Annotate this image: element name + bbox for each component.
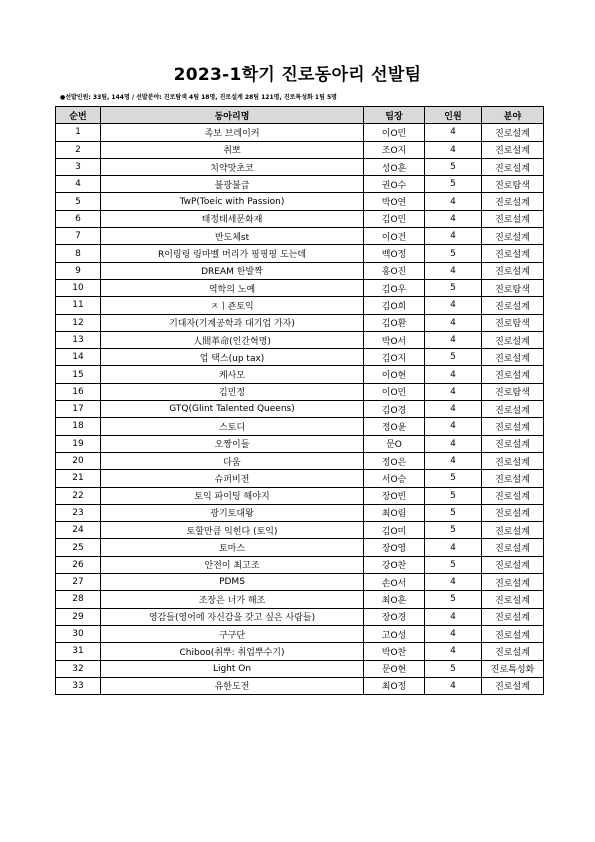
cell-leader: 백O정 — [364, 245, 425, 262]
cell-field: 진로설계 — [482, 435, 544, 452]
cell-club-name: 반도체st — [101, 228, 364, 245]
table-row — [56, 522, 544, 539]
table-row — [56, 487, 544, 504]
page-title: 2023-1학기 진로동아리 선발팀 — [173, 65, 422, 85]
cell-number: 14 — [56, 349, 101, 366]
cell-members: 5 — [425, 279, 482, 296]
selection-summary: ●선발인원: 33팀, 144명 / 선발분야: 진로탐색 4팀 18명, 진로설계 28팀 121명, 진로특성화 1팀 5명 — [60, 94, 337, 101]
cell-number: 31 — [56, 643, 101, 660]
cell-club-name: 영감들(영어에 자신감을 갖고 싶은 사람들) — [101, 608, 364, 625]
cell-leader: 손O서 — [364, 574, 425, 591]
header-field: 분야 — [482, 107, 544, 124]
table-row — [56, 625, 544, 642]
cell-field: 진로탐색 — [482, 176, 544, 193]
cell-field: 진로설계 — [482, 574, 544, 591]
table-row — [56, 366, 544, 383]
cell-club-name: 불광불급 — [101, 176, 364, 193]
cell-leader: 최O림 — [364, 504, 425, 521]
cell-club-name: R이링링 링마벨 머리가 핑핑핑 도는데 — [101, 245, 364, 262]
cell-club-name: 치약맛초코 — [101, 158, 364, 175]
table-row — [56, 660, 544, 677]
table-row — [56, 677, 544, 694]
cell-club-name: 케사모 — [101, 366, 364, 383]
cell-number: 7 — [56, 228, 101, 245]
cell-field: 진로설계 — [482, 228, 544, 245]
cell-members: 5 — [425, 470, 482, 487]
cell-members: 4 — [425, 314, 482, 331]
cell-members: 4 — [425, 193, 482, 210]
table-row — [56, 435, 544, 452]
cell-club-name: DREAM 한발짝 — [101, 262, 364, 279]
cell-number: 22 — [56, 487, 101, 504]
cell-members: 4 — [425, 625, 482, 642]
cell-club-name: 구구단 — [101, 625, 364, 642]
cell-club-name: 토익 파이팅 해야지 — [101, 487, 364, 504]
cell-number: 24 — [56, 522, 101, 539]
cell-number: 1 — [56, 124, 101, 141]
cell-club-name: ㅈㅣ죤토익 — [101, 297, 364, 314]
cell-members: 5 — [425, 487, 482, 504]
cell-members: 5 — [425, 349, 482, 366]
table-row — [56, 470, 544, 487]
cell-leader: 최O정 — [364, 677, 425, 694]
cell-field: 진로설계 — [482, 504, 544, 521]
cell-number: 29 — [56, 608, 101, 625]
cell-leader: 조O지 — [364, 141, 425, 158]
cell-club-name: TwP(Toeic with Passion) — [101, 193, 364, 210]
cell-leader: 정O윤 — [364, 418, 425, 435]
cell-number: 12 — [56, 314, 101, 331]
cell-club-name: 태정태세문화재 — [101, 210, 364, 227]
cell-leader: 서O승 — [364, 470, 425, 487]
cell-number: 16 — [56, 383, 101, 400]
cell-members: 5 — [425, 522, 482, 539]
cell-members: 4 — [425, 608, 482, 625]
cell-leader: 김O우 — [364, 279, 425, 296]
cell-members: 4 — [425, 331, 482, 348]
cell-club-name: 김민정 — [101, 383, 364, 400]
cell-number: 30 — [56, 625, 101, 642]
cell-club-name: 스토디 — [101, 418, 364, 435]
cell-field: 진로설계 — [482, 625, 544, 642]
cell-leader: 이O민 — [364, 124, 425, 141]
header-number: 순번 — [56, 107, 101, 124]
cell-leader: 장O빈 — [364, 487, 425, 504]
cell-leader: 이O건 — [364, 228, 425, 245]
cell-field: 진로설계 — [482, 245, 544, 262]
table-header-row — [56, 107, 544, 124]
cell-field: 진로설계 — [482, 331, 544, 348]
cell-number: 13 — [56, 331, 101, 348]
cell-leader: 강O찬 — [364, 556, 425, 573]
cell-leader: 김O지 — [364, 349, 425, 366]
cell-field: 진로설계 — [482, 124, 544, 141]
cell-field: 진로설계 — [482, 418, 544, 435]
cell-number: 10 — [56, 279, 101, 296]
cell-field: 진로설계 — [482, 556, 544, 573]
cell-club-name: 토할만큼 익힌다 (토익) — [101, 522, 364, 539]
cell-club-name: 역학의 노예 — [101, 279, 364, 296]
table-row — [56, 124, 544, 141]
cell-members: 4 — [425, 262, 482, 279]
table-row — [56, 591, 544, 608]
cell-club-name: Chiboo(취뿌: 취업뿌수기) — [101, 643, 364, 660]
cell-number: 2 — [56, 141, 101, 158]
cell-field: 진로설계 — [482, 297, 544, 314]
cell-members: 4 — [425, 539, 482, 556]
cell-club-name: 기대자(기계공학과 대기업 가자) — [101, 314, 364, 331]
cell-leader: 이O현 — [364, 366, 425, 383]
table-row — [56, 245, 544, 262]
cell-number: 3 — [56, 158, 101, 175]
table-row — [56, 643, 544, 660]
table-row — [56, 193, 544, 210]
table-row — [56, 176, 544, 193]
cell-members: 4 — [425, 574, 482, 591]
cell-number: 18 — [56, 418, 101, 435]
cell-number: 25 — [56, 539, 101, 556]
table-row — [56, 279, 544, 296]
cell-members: 4 — [425, 677, 482, 694]
cell-field: 진로설계 — [482, 470, 544, 487]
cell-members: 4 — [425, 383, 482, 400]
cell-number: 17 — [56, 401, 101, 418]
cell-field: 진로설계 — [482, 452, 544, 469]
cell-field: 진로설계 — [482, 539, 544, 556]
selected-teams-table — [55, 106, 544, 695]
cell-club-name: 족보 브레이커 — [101, 124, 364, 141]
cell-field: 진로설계 — [482, 158, 544, 175]
cell-field: 진로탐색 — [482, 383, 544, 400]
cell-leader: 김O미 — [364, 522, 425, 539]
cell-members: 4 — [425, 210, 482, 227]
table-row — [56, 574, 544, 591]
table-body — [56, 124, 544, 695]
cell-number: 33 — [56, 677, 101, 694]
table-row — [56, 608, 544, 625]
cell-members: 5 — [425, 176, 482, 193]
cell-leader: 김O희 — [364, 297, 425, 314]
cell-leader: 홍O진 — [364, 262, 425, 279]
cell-leader: 김O환 — [364, 314, 425, 331]
cell-club-name: 슈퍼비전 — [101, 470, 364, 487]
cell-members: 4 — [425, 435, 482, 452]
cell-number: 32 — [56, 660, 101, 677]
cell-number: 20 — [56, 452, 101, 469]
header-members: 인원 — [425, 107, 482, 124]
cell-members: 5 — [425, 660, 482, 677]
cell-club-name: 업 택스(up tax) — [101, 349, 364, 366]
cell-members: 5 — [425, 158, 482, 175]
cell-members: 4 — [425, 401, 482, 418]
cell-club-name: GTQ(Glint Talented Queens) — [101, 401, 364, 418]
cell-number: 8 — [56, 245, 101, 262]
cell-members: 5 — [425, 556, 482, 573]
cell-club-name: 광기토대왕 — [101, 504, 364, 521]
table-row — [56, 210, 544, 227]
cell-members: 4 — [425, 141, 482, 158]
cell-field: 진로특성화 — [482, 660, 544, 677]
cell-number: 11 — [56, 297, 101, 314]
cell-leader: 장O경 — [364, 608, 425, 625]
cell-number: 5 — [56, 193, 101, 210]
cell-number: 27 — [56, 574, 101, 591]
cell-members: 4 — [425, 366, 482, 383]
cell-number: 6 — [56, 210, 101, 227]
cell-field: 진로탐색 — [482, 279, 544, 296]
cell-leader: 성O훈 — [364, 158, 425, 175]
cell-field: 진로설계 — [482, 643, 544, 660]
table-row — [56, 504, 544, 521]
cell-club-name: PDMS — [101, 574, 364, 591]
cell-field: 진로설계 — [482, 141, 544, 158]
cell-field: 진로설계 — [482, 262, 544, 279]
cell-number: 21 — [56, 470, 101, 487]
cell-members: 4 — [425, 124, 482, 141]
table-row — [56, 141, 544, 158]
cell-club-name: 유한도전 — [101, 677, 364, 694]
cell-members: 5 — [425, 504, 482, 521]
cell-number: 4 — [56, 176, 101, 193]
cell-number: 28 — [56, 591, 101, 608]
cell-members: 4 — [425, 297, 482, 314]
cell-members: 4 — [425, 452, 482, 469]
header-club-name: 동아리명 — [101, 107, 364, 124]
header-leader: 팀장 — [364, 107, 425, 124]
cell-leader: 이O민 — [364, 383, 425, 400]
table-row — [56, 262, 544, 279]
table-row — [56, 228, 544, 245]
cell-field: 진로탐색 — [482, 314, 544, 331]
cell-members: 4 — [425, 418, 482, 435]
cell-leader: 문O현 — [364, 660, 425, 677]
table-row — [56, 331, 544, 348]
table-row — [56, 314, 544, 331]
cell-number: 15 — [56, 366, 101, 383]
table-row — [56, 297, 544, 314]
cell-number: 26 — [56, 556, 101, 573]
cell-field: 진로설계 — [482, 677, 544, 694]
table-row — [56, 158, 544, 175]
cell-leader: 김O민 — [364, 210, 425, 227]
cell-members: 4 — [425, 228, 482, 245]
table-row — [56, 539, 544, 556]
cell-leader: 박O찬 — [364, 643, 425, 660]
cell-field: 진로설계 — [482, 366, 544, 383]
cell-leader: 문O — [364, 435, 425, 452]
cell-field: 진로설계 — [482, 487, 544, 504]
cell-members: 5 — [425, 245, 482, 262]
cell-club-name: 人間革命(인간혁명) — [101, 331, 364, 348]
cell-leader: 최O훈 — [364, 591, 425, 608]
cell-club-name: 다움 — [101, 452, 364, 469]
cell-field: 진로설계 — [482, 349, 544, 366]
cell-leader: 박O연 — [364, 193, 425, 210]
cell-number: 9 — [56, 262, 101, 279]
cell-field: 진로설계 — [482, 401, 544, 418]
cell-leader: 김O경 — [364, 401, 425, 418]
table-row — [56, 556, 544, 573]
cell-number: 19 — [56, 435, 101, 452]
cell-field: 진로설계 — [482, 608, 544, 625]
cell-club-name: 안전이 최고조 — [101, 556, 364, 573]
cell-leader: 고O성 — [364, 625, 425, 642]
cell-leader: 정O은 — [364, 452, 425, 469]
table-row — [56, 349, 544, 366]
table-row — [56, 383, 544, 400]
cell-field: 진로설계 — [482, 210, 544, 227]
cell-leader: 장O영 — [364, 539, 425, 556]
cell-club-name: 취뽀 — [101, 141, 364, 158]
cell-field: 진로설계 — [482, 591, 544, 608]
cell-leader: 권O수 — [364, 176, 425, 193]
cell-field: 진로설계 — [482, 522, 544, 539]
cell-club-name: 조장은 너가 해조 — [101, 591, 364, 608]
cell-club-name: Light On — [101, 660, 364, 677]
cell-club-name: 오짱이들 — [101, 435, 364, 452]
table-row — [56, 452, 544, 469]
table-row — [56, 401, 544, 418]
cell-leader: 박O서 — [364, 331, 425, 348]
cell-members: 5 — [425, 591, 482, 608]
cell-field: 진로설계 — [482, 193, 544, 210]
cell-club-name: 토마스 — [101, 539, 364, 556]
table-row — [56, 418, 544, 435]
cell-members: 4 — [425, 643, 482, 660]
cell-number: 23 — [56, 504, 101, 521]
